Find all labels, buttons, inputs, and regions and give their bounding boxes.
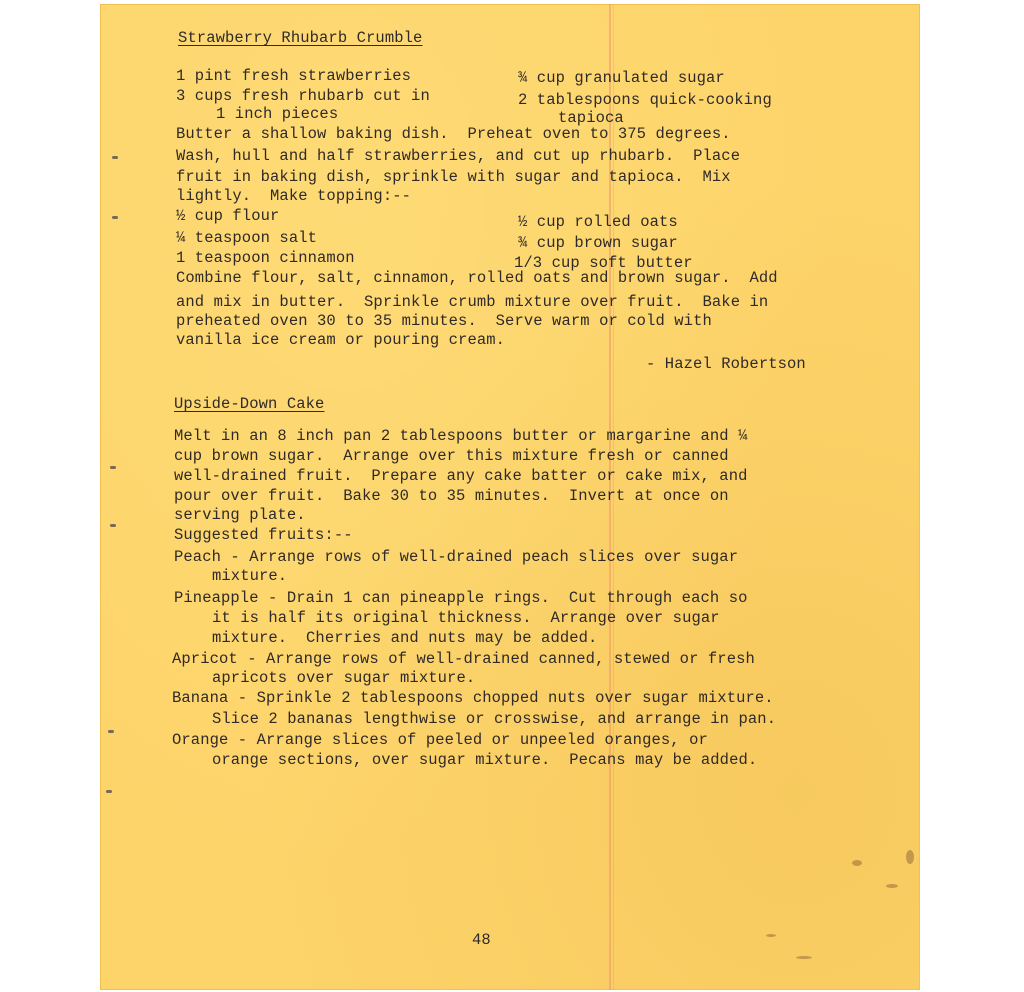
stain-mark (886, 884, 898, 888)
ingredient-line: 3 cups fresh rhubarb cut in (176, 87, 430, 105)
ingredient-line: ¾ cup granulated sugar (518, 69, 725, 87)
fruit-line: orange sections, over sugar mixture. Pecans may be added. (212, 751, 758, 769)
punch-mark (110, 524, 116, 527)
stain-mark (906, 850, 914, 864)
method-line: lightly. Make topping:-- (176, 187, 412, 205)
punch-mark (110, 466, 116, 469)
method-line: fruit in baking dish, sprinkle with sugar and tapioca. Mix (176, 168, 731, 186)
punch-mark (112, 156, 118, 159)
method-line: preheated oven 30 to 35 minutes. Serve warm or cold with (176, 312, 712, 330)
method-line: vanilla ice cream or pouring cream. (176, 331, 506, 349)
method-line: Wash, hull and half strawberries, and cut up rhubarb. Place (176, 147, 741, 165)
recipe-page (100, 4, 920, 990)
fruit-line: Orange - Arrange slices of peeled or unpeeled oranges, or (172, 731, 708, 749)
stain-mark (852, 860, 862, 866)
method-line: Combine flour, salt, cinnamon, rolled oats and brown sugar. Add (176, 269, 778, 287)
stain-mark (766, 934, 776, 937)
recipe-title: Upside-Down Cake (174, 395, 325, 413)
topping-line: ¼ teaspoon salt (176, 229, 318, 247)
fruit-line: Banana - Sprinkle 2 tablespoons chopped nuts over sugar mixture. (172, 689, 774, 707)
fruit-line: Slice 2 bananas lengthwise or crosswise, and arrange in pan. (212, 710, 777, 728)
method-line: and mix in butter. Sprinkle crumb mixture over fruit. Bake in (176, 293, 769, 311)
topping-line: 1 teaspoon cinnamon (176, 249, 355, 267)
punch-mark (108, 730, 114, 733)
fruit-line: Apricot - Arrange rows of well-drained canned, stewed or fresh (172, 650, 755, 668)
method-line: Butter a shallow baking dish. Preheat oven to 375 degrees. (176, 125, 731, 143)
fruit-line: mixture. Cherries and nuts may be added. (212, 629, 598, 647)
ingredient-line: tapioca (558, 109, 624, 127)
fruit-line: mixture. (212, 567, 288, 585)
recipe-author: - Hazel Robertson (646, 355, 806, 373)
method-line: cup brown sugar. Arrange over this mixture fresh or canned (174, 447, 729, 465)
punch-mark (112, 216, 118, 219)
fruit-line: it is half its original thickness. Arrange over sugar (212, 609, 720, 627)
ingredient-line: 2 tablespoons quick-cooking (518, 91, 772, 109)
page-number: 48 (472, 931, 491, 949)
method-line: pour over fruit. Bake 30 to 35 minutes. Invert at once on (174, 487, 729, 505)
topping-line: ½ cup rolled oats (518, 213, 678, 231)
method-line: Melt in an 8 inch pan 2 tablespoons butter or margarine and ¼ (174, 427, 748, 445)
fruit-line: Pineapple - Drain 1 can pineapple rings. Cut through each so (174, 589, 748, 607)
method-line: well-drained fruit. Prepare any cake batter or cake mix, and (174, 467, 748, 485)
recipe-title: Strawberry Rhubarb Crumble (178, 29, 423, 47)
punch-mark (106, 790, 112, 793)
fruit-line: Peach - Arrange rows of well-drained peach slices over sugar (174, 548, 739, 566)
method-line: serving plate. (174, 506, 306, 524)
topping-line: ½ cup flour (176, 207, 280, 225)
topping-line: 1/3 cup soft butter (514, 254, 693, 272)
fruit-line: apricots over sugar mixture. (212, 669, 476, 687)
method-line: Suggested fruits:-- (174, 526, 353, 544)
ingredient-line: 1 pint fresh strawberries (176, 67, 412, 85)
ingredient-line: 1 inch pieces (216, 105, 339, 123)
topping-line: ¾ cup brown sugar (518, 234, 678, 252)
stain-mark (796, 956, 812, 959)
